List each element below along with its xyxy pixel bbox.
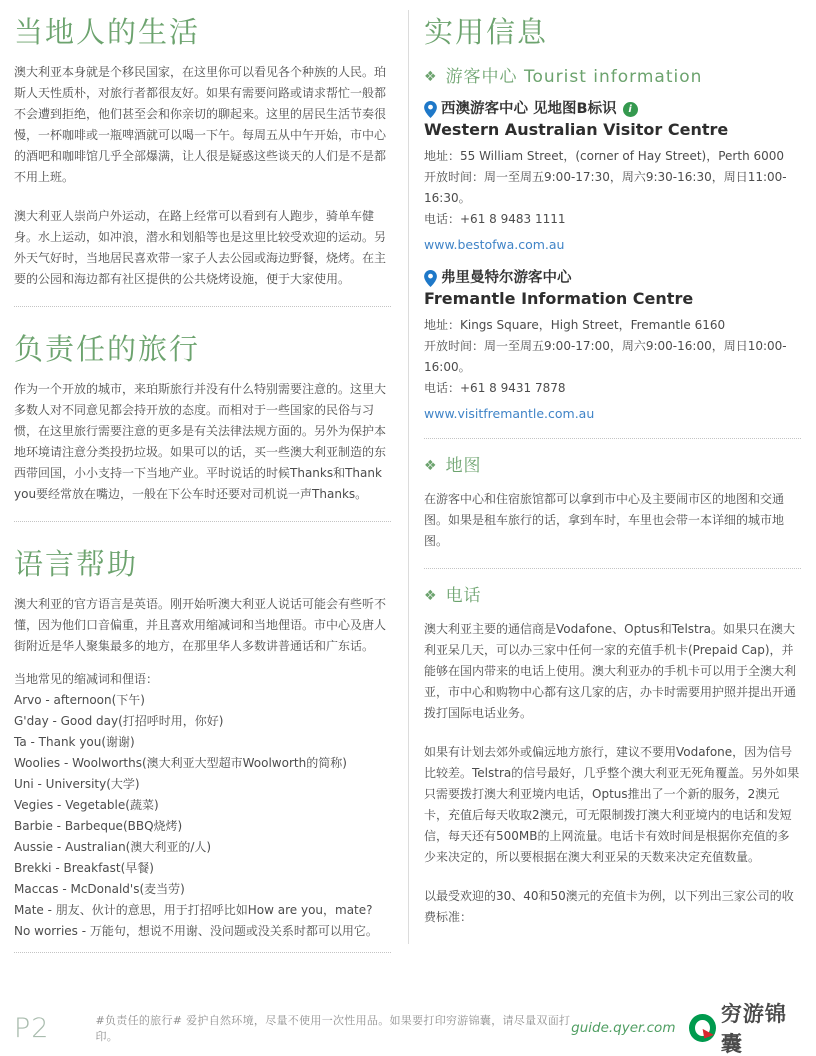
phone-line: 电话：+61 8 9483 1111 — [424, 212, 566, 226]
phone-line: 电话：+61 8 9431 7878 — [424, 381, 566, 395]
location-pin-icon — [424, 270, 437, 287]
section-divider — [424, 568, 801, 569]
poi-name-cn-text: 西澳游客中心 见地图B标识 — [441, 101, 617, 117]
website-link[interactable]: www.visitfremantle.com.au — [424, 406, 595, 421]
list-item: Vegies - Vegetable(蔬菜) — [14, 798, 159, 812]
paragraph-phone-1: 澳大利亚主要的通信商是Vodafone、Optus和Telstra。如果只在澳大利亚呆几天，可以办三家中任何一家的充值手机卡(Prepaid Cap)，并能够在国内带来的电话上使用。澳大利亚办的手机卡可以用于全澳大利亚，市中心和购物中心都有这几家的店，办卡时需要用护照并提出开通拨打国际电话业务。 — [424, 622, 797, 720]
list-item: Woolies - Woolworths(澳大利亚大型超市Woolworth的简称) — [14, 756, 347, 770]
column-divider — [408, 10, 409, 944]
list-item: No worries - 万能句，想说不用谢、没问题或没关系时都可以用它。 — [14, 924, 378, 938]
location-pin-icon — [424, 101, 437, 118]
paragraph-local-life-1: 澳大利亚本身就是个移民国家，在这里你可以看见各个种族的人民。珀斯人天性质朴，对旅行者都很友好。如果有需要问路或请求帮忙一般都不会遭到拒绝，他们甚至会和你亲切的聊起来。这里的居民生活节奏很慢，一杯咖啡或一瓶啤酒就可以喝一下午。每周五从中午开始，市中心的酒吧和咖啡馆几乎全部爆满，让人很是疑惑这些谈天的人们是不是都不用上班。 — [14, 65, 387, 184]
section-divider — [424, 438, 801, 439]
diamond-bullet-icon: ❖ — [424, 69, 438, 85]
slang-list — [14, 690, 391, 942]
page-number: P2 — [14, 1012, 50, 1044]
heading-map — [424, 455, 801, 477]
list-item: Arvo - afternoon(下午) — [14, 693, 145, 707]
hours-line: 开放时间：周一至周五9:00-17:00，周六9:00-16:00，周日10:00-16:00。 — [424, 339, 787, 374]
right-column — [424, 0, 801, 928]
poi-name-en: Fremantle Information Centre — [424, 289, 694, 308]
list-item: Maccas - McDonald's(麦当劳) — [14, 882, 185, 896]
heading-tourist-info — [424, 66, 801, 88]
diamond-bullet-icon: ❖ — [424, 458, 438, 474]
section-title-practical-info: 实用信息 — [424, 15, 549, 49]
heading-phone-label: 电话 — [445, 586, 482, 606]
section-divider — [14, 952, 391, 953]
address-line: 地址：55 William Street，(corner of Hay Street)，Perth 6000 — [424, 149, 785, 163]
hours-line: 开放时间：周一至周五9:00-17:30，周六9:30-16:30，周日11:00-16:30。 — [424, 170, 787, 205]
list-item: G'day - Good day(打招呼时用，你好) — [14, 714, 224, 728]
list-item: Brekki - Breakfast(早餐) — [14, 861, 154, 875]
poi-entry-wa-visitor-centre — [424, 100, 801, 255]
footer-site-link[interactable]: guide.qyer.com — [571, 1020, 676, 1036]
info-icon: i — [623, 102, 638, 117]
list-item: Uni - University(大学) — [14, 777, 140, 791]
section-divider — [14, 521, 391, 522]
qyer-logo — [689, 998, 800, 1056]
diamond-bullet-icon: ❖ — [424, 588, 438, 604]
footer-note: #负责任的旅行# 爱护自然环境，尽量不使用一次性用品。如果要打印穷游锦囊，请尽量双面打印。 — [95, 1014, 571, 1043]
heading-tourist-info-label: 游客中心 Tourist information — [445, 67, 703, 87]
paragraph-language-help: 澳大利亚的官方语言是英语。刚开始听澳大利亚人说话可能会有些听不懂，因为他们口音偏重，并且喜欢用缩减词和当地俚语。市中心及唐人街附近是华人聚集最多的地方，在那里华人多数讲普通话和广东话。 — [14, 597, 387, 653]
section-title-language-help: 语言帮助 — [14, 547, 139, 581]
section-title-responsible-travel: 负责任的旅行 — [14, 332, 201, 366]
left-column — [14, 0, 391, 953]
poi-name-cn — [424, 100, 801, 119]
poi-entry-fremantle-info-centre — [424, 269, 801, 424]
paragraph-phone-2: 如果有计划去郊外或偏远地方旅行，建议不要用Vodafone，因为信号比较差。Telstra的信号最好，几乎整个澳大利亚无死角覆盖。另外如果只需要拨打澳大利亚境内电话，Optus推出了一个新的服务，2澳元卡，充值后每天收取2澳元，可无限制拨打澳大利亚境内的电话和发短信，每天还有500MB的上网流量。电话卡有效时间是根据你充值的多少来决定的，所以要根据在澳大利亚呆的天数来决定充值数量。 — [424, 745, 800, 864]
paragraph-responsible-travel: 作为一个开放的城市，来珀斯旅行并没有什么特别需要注意的。这里大多数人对不同意见都会持开放的态度。而相对于一些国家的民俗与习惯，在这里旅行需要注意的更多是有关法律法规方面的。另外为保护本地环境请注意分类投扔垃圾。如果可以的话，买一些澳大利亚制造的东西带回国，小小支持一下当地产业。平时说话的时候Thanks和Thank you要经常放在嘴边，一般在下公车时还要对司机说一声Thanks。 — [14, 382, 387, 501]
heading-phone — [424, 585, 801, 607]
qyer-logo-text: 穷游锦囊 — [720, 1002, 787, 1056]
section-title-local-life: 当地人的生活 — [14, 15, 201, 49]
paragraph-map: 在游客中心和住宿旅馆都可以拿到市中心及主要闹市区的地图和交通图。如果是租车旅行的话，拿到车时，车里也会带一本详细的城市地图。 — [424, 492, 785, 548]
list-item: Ta - Thank you(谢谢) — [14, 735, 135, 749]
footer-right — [571, 998, 800, 1056]
paragraph-local-life-2: 澳大利亚人崇尚户外运动，在路上经常可以看到有人跑步，骑单车健身。水上运动，如冲浪，潜水和划船等也是这里比较受欢迎的运动。另外天气好时，当地居民喜欢带一家子人去公园或海边野餐，烧烤。在主要的公园和海边都有社区提供的公共烧烤设施，便于大家使用。 — [14, 209, 387, 286]
list-item: Mate - 朋友、伙计的意思，用于打招呼比如How are you，mate? — [14, 903, 373, 917]
poi-name-cn — [424, 269, 801, 288]
slang-list-intro: 当地常见的缩减词和俚语： — [14, 672, 159, 686]
poi-name-en: Western Australian Visitor Centre — [424, 120, 729, 139]
list-item: Aussie - Australian(澳大利亚的/人) — [14, 840, 212, 854]
address-line: 地址：Kings Square，High Street，Fremantle 6160 — [424, 318, 726, 332]
paragraph-phone-3: 以最受欢迎的30、40和50澳元的充值卡为例，以下列出三家公司的收费标准： — [424, 889, 794, 924]
qyer-logo-icon — [689, 1014, 715, 1042]
website-link[interactable]: www.bestofwa.com.au — [424, 237, 565, 252]
section-divider — [14, 306, 391, 307]
list-item: Barbie - Barbeque(BBQ烧烤) — [14, 819, 183, 833]
footer — [14, 998, 800, 1056]
poi-name-cn-text: 弗里曼特尔游客中心 — [441, 270, 572, 286]
heading-map-label: 地图 — [445, 456, 482, 476]
